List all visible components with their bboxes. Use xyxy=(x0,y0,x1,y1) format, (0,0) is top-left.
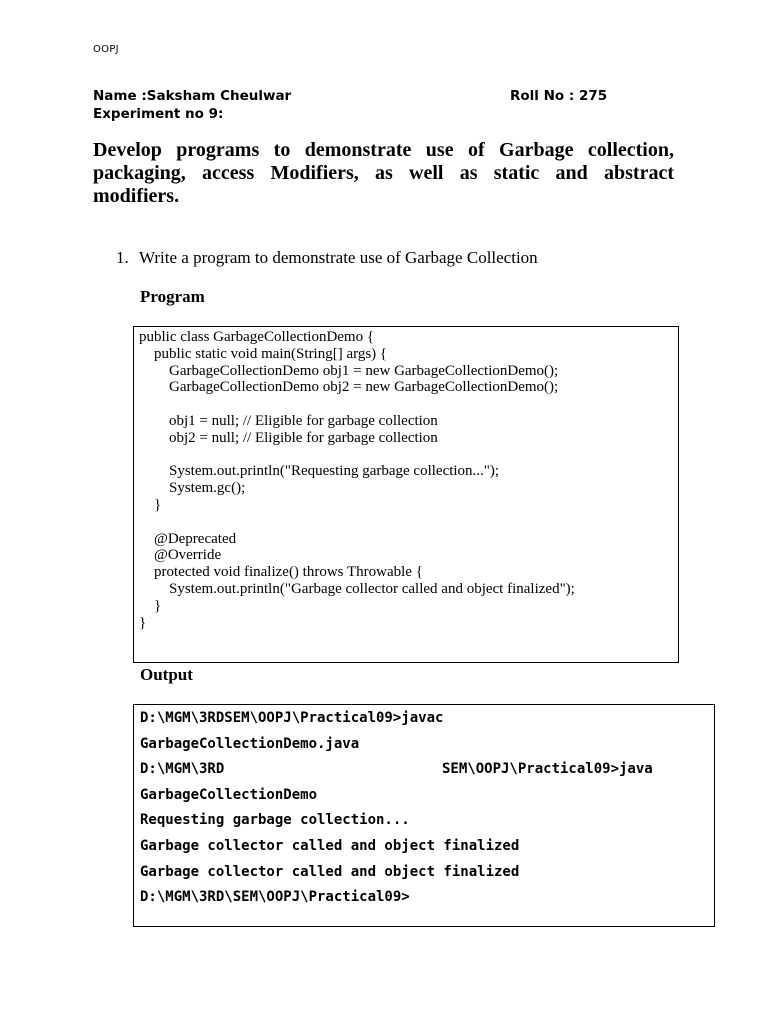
question-number: 1. xyxy=(116,248,129,267)
output-line-text: D:\MGM\3RD\SEM\OOPJ\Practical09> xyxy=(140,889,410,906)
program-heading: Program xyxy=(140,287,205,306)
roll-number: Roll No : 275 xyxy=(510,88,608,104)
output-line-text: Garbage collector called and object finalized xyxy=(140,863,520,880)
question-item xyxy=(116,248,538,268)
output-line-text: Garbage collector called and object finalized xyxy=(140,837,520,854)
experiment-number: Experiment no 9: xyxy=(93,106,224,122)
code-line: } xyxy=(139,496,162,513)
output-line xyxy=(140,757,714,783)
output-line xyxy=(140,706,714,732)
code-line: public class GarbageCollectionDemo { xyxy=(139,329,375,345)
code-line: public static void main(String[] args) { xyxy=(139,345,388,362)
code-line: System.out.println("Requesting garbage collection..."); xyxy=(139,463,500,480)
code-line: } xyxy=(139,597,162,614)
code-line: protected void finalize() throws Throwable { xyxy=(139,564,423,581)
code-line xyxy=(139,514,678,531)
code-line: } xyxy=(139,614,147,631)
code-line: obj1 = null; // Eligible for garbage collection xyxy=(139,412,438,429)
code-line: System.gc(); xyxy=(139,480,246,497)
output-line-text: GarbageCollectionDemo xyxy=(140,786,318,803)
program-output-box xyxy=(133,704,715,927)
experiment-aim: Develop programs to demonstrate use of Garbage collection, packaging, access Modifiers, as well as static and abstract modifiers. xyxy=(93,139,674,207)
code-line: GarbageCollectionDemo obj2 = new GarbageCollectionDemo(); xyxy=(139,379,559,396)
course-header: OOPJ xyxy=(93,44,119,55)
program-code-box xyxy=(133,326,679,663)
student-name: Name :Saksham Cheulwar xyxy=(93,88,292,104)
code-line xyxy=(139,447,678,464)
code-line: GarbageCollectionDemo obj1 = new GarbageCollectionDemo(); xyxy=(139,362,559,379)
question-text: Write a program to demonstrate use of Garbage Collection xyxy=(139,248,538,267)
code-line: @Override xyxy=(139,547,222,564)
output-line xyxy=(140,860,714,886)
output-line-text: GarbageCollectionDemo.java xyxy=(140,735,360,752)
output-line xyxy=(140,732,714,758)
code-line: @Deprecated xyxy=(139,530,237,547)
output-line-text: D:\MGM\3RD xyxy=(140,761,225,778)
code-line: obj2 = null; // Eligible for garbage collection xyxy=(139,429,438,446)
code-line xyxy=(139,396,678,413)
output-line xyxy=(140,885,714,911)
output-line-text: D:\MGM\3RDSEM\OOPJ\Practical09>javac xyxy=(140,710,444,726)
output-line xyxy=(140,783,714,809)
output-line xyxy=(140,834,714,860)
output-line xyxy=(140,808,714,834)
output-line-continuation: SEM\OOPJ\Practical09>java xyxy=(442,761,653,778)
code-line: System.out.println("Garbage collector called and object finalized"); xyxy=(139,580,575,597)
output-line-text: Requesting garbage collection... xyxy=(140,812,410,829)
output-heading: Output xyxy=(140,665,193,684)
